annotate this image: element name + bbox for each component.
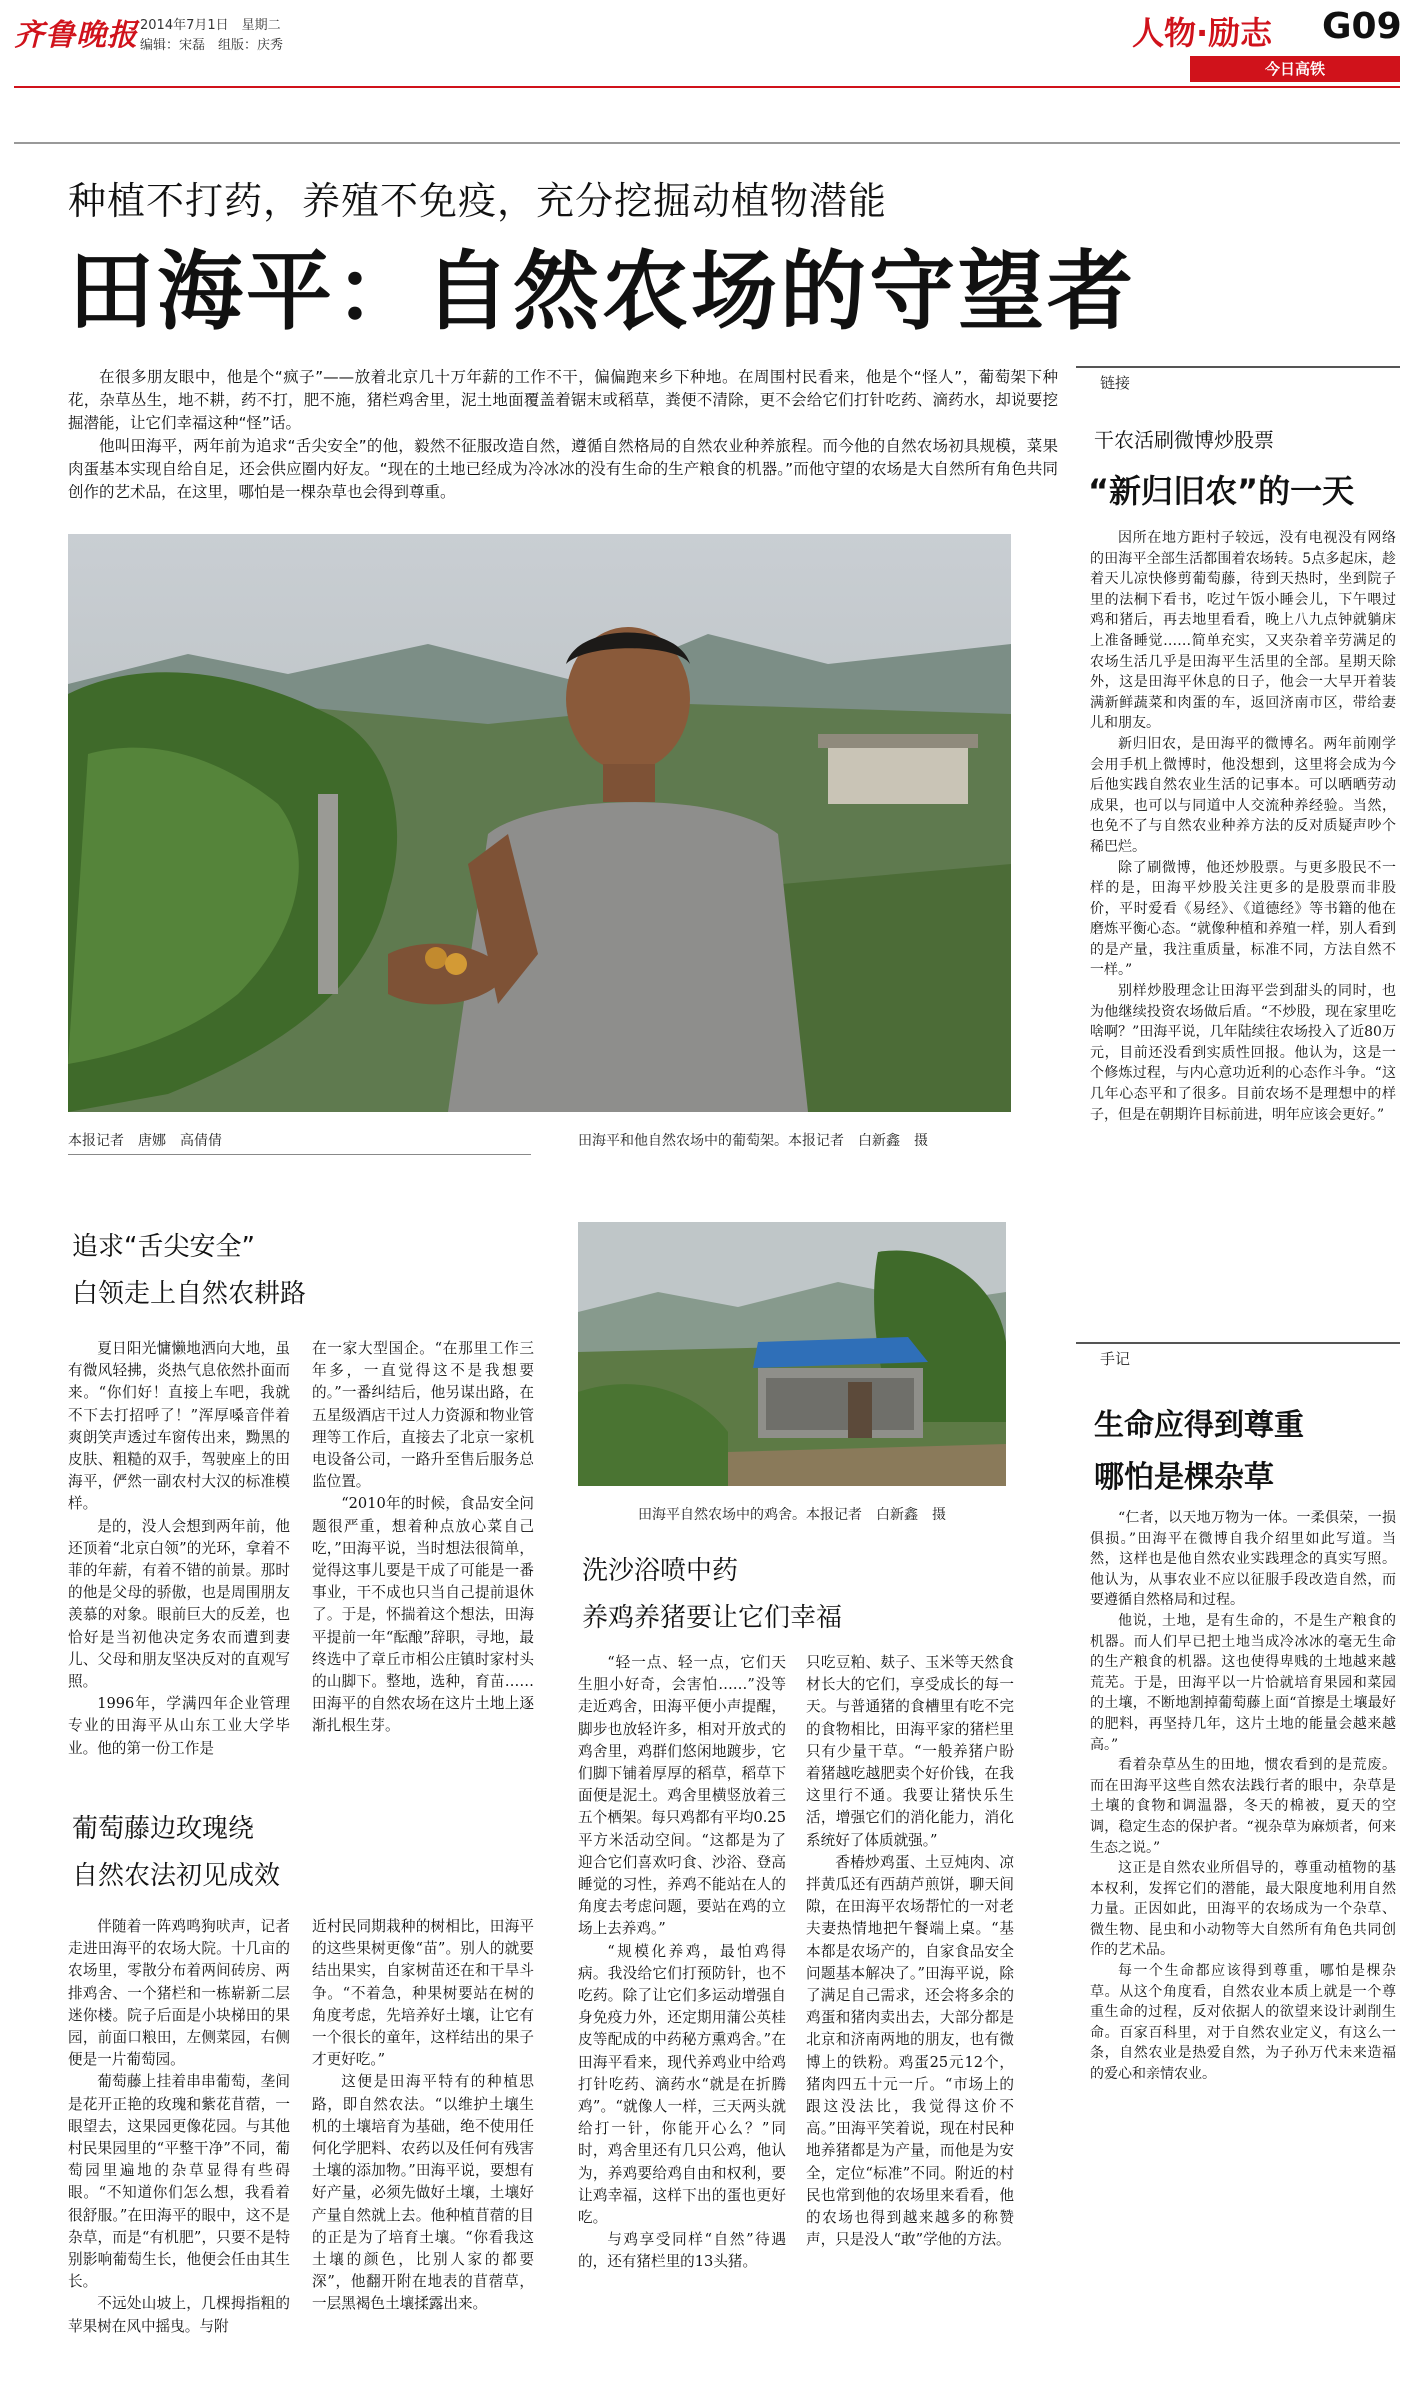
section-divider [68, 1154, 531, 1155]
sidebar2-paragraph: 每一个生命都应该得到尊重，哪怕是棵杂草。从这个角度看，自然农业本质上就是一个尊重生命的过程，反对依据人的欲望来设计剥削生命。百家百科里，对于自然农业定义，有这么一条，自然农业是热爱自然，为子孙万代未来造福的爱心和亲情农业。 [1090, 1963, 1396, 2083]
section2-title [72, 1808, 280, 1892]
sidebar1-body [1090, 528, 1396, 1125]
sidebar2-title-line1: 生命应得到尊重 [1094, 1408, 1304, 1443]
section3-col-a [578, 1652, 786, 2274]
section1-title [72, 1226, 306, 1310]
sidebar1-paragraph: 别样炒股理念让田海平尝到甜头的同时，也为他继续投资农场做后盾。“不炒股，现在家里吃啥啊？”田海平说，几年陆续往农场投入了近80万元，目前还没看到实质性回报。他认为，这是一个修炼过程，与内心意功近利的心态作斗争。“这几年心态平和了很多。目前农场不是理想中的样子，但是在朝期许目标前进，明年应该会更好。” [1090, 983, 1396, 1123]
date-line: 2014年7月1日 星期二 [140, 18, 281, 33]
photo-credit: 本报记者 唐娜 高倩倩 [68, 1133, 222, 1149]
photo-main-caption: 田海平和他自然农场中的葡萄架。本报记者 白新鑫 摄 [578, 1133, 928, 1149]
section1-paragraph: 夏日阳光慵懒地洒向大地，虽有微风轻拂，炎热气息依然扑面而来。“你们好！直接上车吧，我就不下去打招呼了！”浑厚嗓音伴着爽朗笑声透过车窗传出来，黝黑的皮肤、粗糙的双手，驾驶座上的田海平，俨然一副农村大汉的标准模样。 [68, 1340, 290, 1513]
section1-col-a [68, 1338, 290, 1760]
sidebar2-paragraph: 这正是自然农业所倡导的，尊重动植物的基本权利，发挥它们的潜能，最大限度地利用自然力量。正因如此，田海平的农场成为一个杂草、微生物、昆虫和小动物等大自然所有角色共同创作的艺术品。 [1090, 1860, 1396, 1959]
section3-title-line2: 养鸡养猪要让它们幸福 [582, 1603, 843, 1633]
sidebar2-label: 手记 [1100, 1350, 1131, 1368]
section3-title [582, 1550, 842, 1634]
sidebar2-title [1094, 1400, 1304, 1496]
photo-main-grapevine [68, 534, 1011, 1112]
section2-paragraph: 葡萄藤上挂着串串葡萄，垄间是花开正艳的玫瑰和紫花苜蓿，一眼望去，这果园更像花园。与其他村民果园里的“平整干净”不同，葡萄园里遍地的杂草显得有些碍眼。“不知道你们怎么想，我看着很舒服。”在田海平的眼中，这不是杂草，而是“有机肥”，只要不是特别影响葡萄生长，他便会任由其生长。 [68, 2073, 290, 2291]
masthead-rule-red [14, 86, 1400, 88]
section1-title-line1: 追求“舌尖安全” [72, 1232, 255, 1262]
section3-paragraph: 与鸡享受同样“自然”待遇的，还有猪栏里的13头猪。 [578, 2231, 786, 2271]
headline-kicker: 种植不打药，养殖不免疫，充分挖掘动植物潜能 [68, 179, 888, 223]
section1-col-b [312, 1338, 534, 1738]
section2-title-line2: 自然农法初见成效 [72, 1861, 281, 1891]
photo-second-caption: 田海平自然农场中的鸡舍。本报记者 白新鑫 摄 [638, 1507, 946, 1523]
section2-title-line1: 葡萄藤边玫瑰绕 [72, 1814, 255, 1844]
section3-paragraph: “规模化养鸡，最怕鸡得病。我没给它们打预防针，也不吃药。除了让它们多运动增强自身免疫力外，还定期用蒲公英桂皮等配成的中药秘方熏鸡舍。”在田海平看来，现代养鸡业中给鸡打针吃药、滴药水“就是在折腾鸡”。“就像人一样，三天两头就给打一针，你能开心么？”同时，鸡舍里还有几只公鸡，他认为，养鸡要给鸡自由和权利，要让鸡幸福，这样下出的蛋也更好吃。 [578, 1942, 786, 2227]
section1-paragraph: 1996年，学满四年企业管理专业的田海平从山东工业大学毕业。他的第一份工作是 [68, 1695, 290, 1757]
lead-block [68, 366, 1058, 504]
sidebar2-title-line2: 哪怕是棵杂草 [1094, 1460, 1274, 1495]
sidebar2-body [1090, 1508, 1396, 2085]
section1-paragraph: “2010年的时候，食品安全问题很严重，想着种点放心菜自己吃，”田海平说，当时想法很简单，觉得这事儿要是干成了可能是一番事业，干不成也只当自己提前退休了。于是，怀揣着这个想法，田海平提前一年“酝酿”辞职，寻地，最终选中了章丘市相公庄镇时家村头的山脚下。整地，选种，育苗……田海平的自然农场在这片土地上逐渐扎根生芽。 [312, 1495, 534, 1735]
sidebar1-paragraph: 因所在地方距村子较远，没有电视没有网络的田海平全部生活都围着农场转。5点多起床，趁着天儿凉快修剪葡萄藤，待到天热时，坐到院子里的法桐下看书，吃过午饭小睡会儿，下午喂过鸡和猪后，再去地里看看，晚上八九点钟就躺床上准备睡觉……简单充实，又夹杂着辛劳满足的农场生活几乎是田海平生活里的全部。星期天除外，这是田海平休息的日子，他会一大早开着装满新鲜蔬菜和肉蛋的车，返回济南市区，带给妻儿和朋友。 [1090, 530, 1396, 732]
section2-paragraph: 伴随着一阵鸡鸣狗吠声，记者走进田海平的农场大院。十几亩的农场里，零散分布着两间砖房、两排鸡舍、一个猪栏和一栋崭新二层迷你楼。院子后面是小块梯田的果园，前面口粮田，左侧菜园，右侧便是一片葡萄园。 [68, 1918, 290, 2069]
chicken-coop-image [578, 1222, 1006, 1486]
section-tag: 今日高铁 [1190, 56, 1400, 82]
sidebar1-paragraph: 除了刷微博，他还炒股票。与更多股民不一样的是，田海平炒股关注更多的是股票而非股价，平时爱看《易经》、《道德经》等书籍的他在磨炼平衡心态。“就像种植和养殖一样，别人看到的是产量，我注重质量，标准不同，方法自然不一样。” [1090, 859, 1396, 979]
masthead-rule-gray [14, 142, 1400, 144]
lead-paragraph: 他叫田海平，两年前为追求“舌尖安全”的他，毅然不征服改造自然，遵循自然格局的自然农业种养旅程。而今他的自然农场初具规模，菜果肉蛋基本实现自给自足，还会供应圈内好友。“现在的土地已经成为冷冰冰的没有生命的生产粮食的机器。”而他守望的农场是大自然所有角色共同创作的艺术品，在这里，哪怕是一棵杂草也会得到尊重。 [68, 437, 1058, 501]
sidebar-rule [1076, 366, 1400, 368]
section3-paragraph: 只吃豆粕、麸子、玉米等天然食材长大的它们，享受成长的每一天。与普通猪的食槽里有吃不完的食物相比，田海平家的猪栏里只有少量干草。“一般养猪户盼着猪越吃越肥卖个好价钱，在我这里行不通。我要让猪快乐生活，增强它们的消化能力，消化系统好了体质就强。” [806, 1654, 1014, 1849]
sidebar2-paragraph: 他说，土地，是有生命的，不是生产粮食的机器。而人们早已把土地当成冷冰冰的毫无生命的生产粮食的机器。这也使得卑贱的土地越来越荒芜。于是，田海平以一片恰就培育果园和菜园的土壤，不断地割掉葡萄藤上面“首擦是土壤最好的肥料，再坚持几年，这片土地的能量会越来越高。” [1090, 1612, 1396, 1753]
sidebar1-paragraph: 新归旧农，是田海平的微博名。两年前刚学会用手机上微博时，他没想到，这里将会成为今后他实践自然农业生活的记事本。可以晒晒劳动成果，也可以与同道中人交流种养经验。当然，也免不了与自然农业种养方法的反对质疑声吵个稀巴烂。 [1090, 735, 1396, 855]
headline-title: 田海平：自然农场的守望者 [68, 242, 1136, 342]
section-name: 人物·励志 [1132, 14, 1273, 52]
section2-paragraph: 近村民同期栽种的树相比，田海平的这些果树更像“苗”。别人的就要结出果实，自家树苗还在和干旱斗争。“不着急，种果树要站在树的角度考虑，先培养好土壤，让它有一个很长的童年，这样结出的果子才更好吃。” [312, 1918, 534, 2069]
section1-paragraph: 是的，没人会想到两年前，他还顶着“北京白领”的光环，拿着不菲的年薪，有着不错的前景。那时的他是父母的骄傲，也是周围朋友羡慕的对象。眼前巨大的反差，也恰好是当初他决定务农而遭到妻儿、父母和朋友坚决反对的直观写照。 [68, 1517, 290, 1691]
paper-name: 齐鲁晚报 [14, 18, 138, 53]
editor-line: 编辑：宋磊 组版：庆秀 [140, 38, 284, 53]
section1-paragraph: 在一家大型国企。“在那里工作三年多，一直觉得这不是我想要的。”一番纠结后，他另谋出路，在五星级酒店干过人力资源和物业管理等工作后，直接去了北京一家机电设备公司，一路升至售后服务总监位置。 [312, 1340, 534, 1491]
section2-paragraph: 这便是田海平特有的种植思路，即自然农法。“以维护土壤生机的土壤培育为基础，绝不使用任何化学肥料、农药以及任何有残害土壤的添加物。”田海平说，要想有好产量，必须先做好土壤，土壤好产量自然就上去。他种植苜蓿的目的正是为了培育土壤。“你看我这土壤的颜色，比别人家的都要深”，他翻开附在地表的苜蓿草，一层黑褐色土壤揉露出来。 [312, 2073, 534, 2313]
sidebar1-subtitle: 干农活刷微博炒股票 [1094, 428, 1274, 452]
section2-paragraph: 不远处山坡上，几棵拇指粗的苹果树在风中摇曳。与附 [68, 2295, 290, 2335]
page-number: G09 [1322, 6, 1402, 47]
farmer-portrait-image [68, 534, 1011, 1112]
sidebar2-paragraph: 看着杂草丛生的田地，惯农看到的是荒废。而在田海平这些自然农法践行者的眼中，杂草是土壤的食物和调温器，冬天的棉被，夏天的空调，稳定生态的保护者。“视杂草为麻烦者，何来生态之说。” [1090, 1757, 1396, 1856]
sidebar2-paragraph: “仁者，以天地万物为一体。一柔俱荣，一损俱损。”田海平在微博自我介绍里如此写道。当然，这样也是他自然农业实践理念的真实写照。他认为，从事农业不应以征服手段改造自然，而要遵循自然格局和过程。 [1090, 1510, 1396, 1609]
lead-paragraph: 在很多朋友眼中，他是个“疯子”——放着北京几十万年薪的工作不干，偏偏跑来乡下种地。在周围村民看来，他是个“怪人”，葡萄架下种花，杂草丛生，地不耕，药不打，肥不施，猪栏鸡舍里，泥土地面覆盖着锯末或稻草，粪便不清除，更不会给它们打针吃药、滴药水，却说要挖掘潜能，让它们幸福这种“怪”话。 [68, 368, 1058, 432]
section3-title-line1: 洗沙浴喷中药 [582, 1556, 739, 1586]
section1-title-line2: 白领走上自然农耕路 [72, 1279, 307, 1309]
section2-col-a [68, 1916, 290, 2338]
section3-col-b [806, 1652, 1014, 2251]
section2-col-b [312, 1916, 534, 2316]
photo-chicken-coop [578, 1222, 1006, 1486]
sidebar1-title: “新归旧农”的一天 [1088, 472, 1355, 510]
sidebar2-rule [1076, 1342, 1400, 1344]
section3-paragraph: “轻一点、轻一点，它们天生胆小好奇，会害怕……”没等走近鸡舍，田海平便小声提醒，脚步也放轻许多，相对开放式的鸡舍里，鸡群们悠闲地踱步，它们脚下铺着厚厚的稻草，稻草下面便是泥土。鸡舍里横竖放着三五个栖架。每只鸡都有平均0.25平方米活动空间。“这都是为了迎合它们喜欢叼食、沙浴、登高睡觉的习性，养鸡不能站在人的角度去考虑问题，要站在鸡的立场上去养鸡。” [578, 1654, 786, 1938]
section3-paragraph: 香椿炒鸡蛋、土豆炖肉、凉拌黄瓜还有西葫芦煎饼，聊天间隙，在田海平农场帮忙的一对老夫妻热情地把午餐端上桌。“基本都是农场产的，自家食品安全问题基本解决了。”田海平说，除了满足自己需求，还会将多余的鸡蛋和猪肉卖出去，大部分都是北京和济南两地的朋友，也有微博上的铁粉。鸡蛋25元12个，猪肉四五十元一斤。“市场上的跟这没法比，我觉得这价不高。”田海平笑着说，现在村民种地养猪都是为产量，而他是为安全，定位“标准”不同。附近的村民也常到他的农场里来看看，他的农场也得到越来越多的称赞声，只是没人“敢”学他的方法。 [806, 1853, 1014, 2249]
sidebar1-label: 链接 [1100, 374, 1131, 392]
